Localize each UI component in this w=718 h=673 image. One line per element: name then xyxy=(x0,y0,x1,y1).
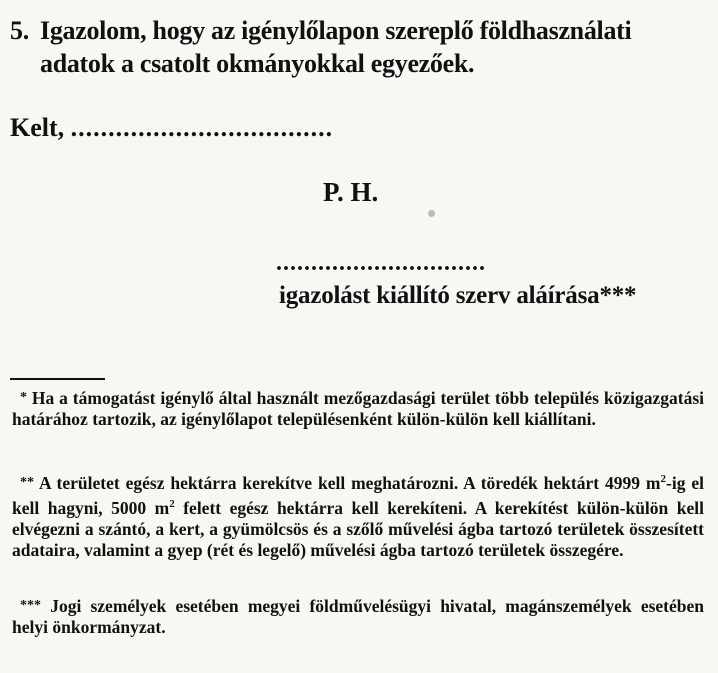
footnote-mark: ** xyxy=(20,474,34,490)
ink-speck xyxy=(428,210,435,217)
footnote-3 xyxy=(12,595,704,638)
statement-line-1: Igazolom, hogy az igénylőlapon szereplő földhasználati xyxy=(40,16,632,45)
footnote-1 xyxy=(12,387,704,430)
signature-caption: igazolást kiállító szerv aláírása*** xyxy=(279,282,637,309)
footnote-divider xyxy=(10,378,105,380)
footnote-text: Ha a támogatást igénylő által használt mezőgazdasági terület több település közigazgatási határához tartozik, az igénylőlapot településenként külön-külön kell kiállítani. xyxy=(12,388,704,429)
date-line xyxy=(10,113,333,143)
statement-line-2: adatok a csatolt okmányokkal egyezőek. xyxy=(40,49,475,78)
date-dotted-field: ................................... xyxy=(70,113,334,142)
footnote-mark: * xyxy=(20,390,27,405)
stamp-placeholder: P. H. xyxy=(323,177,379,207)
signature-dotted-field: .............................. xyxy=(276,250,486,276)
superscript-2: 2 xyxy=(169,497,175,510)
footnote-text-c: felett egész hektárra kell kerekíteni. A kerekítést külön-külön kell elvégezni a szántó, a kert, a gyümölcsös és a szőlő művelési ágba tartozó területek összesített adataira, valamint a gyep (rét és legelő) művelési ágba tartozó területek összegére. xyxy=(12,497,704,560)
footnote-text: Jogi személyek esetében megyei földművelésügyi hivatal, magánszemélyek esetében helyi önkormányzat. xyxy=(12,596,704,637)
footnote-text-b: -ig el kell hagyni, 5000 m xyxy=(12,472,704,518)
footnote-text-a: A területet egész hektárra kerekítve kell meghatározni. A töredék hektárt 4999 m xyxy=(38,472,661,493)
footnote-2 xyxy=(12,469,704,561)
item-number: 5. xyxy=(10,16,29,45)
item-5-statement xyxy=(10,14,710,80)
superscript-2: 2 xyxy=(660,473,666,485)
kelt-label: Kelt, xyxy=(10,113,65,142)
footnote-mark: *** xyxy=(20,598,41,613)
